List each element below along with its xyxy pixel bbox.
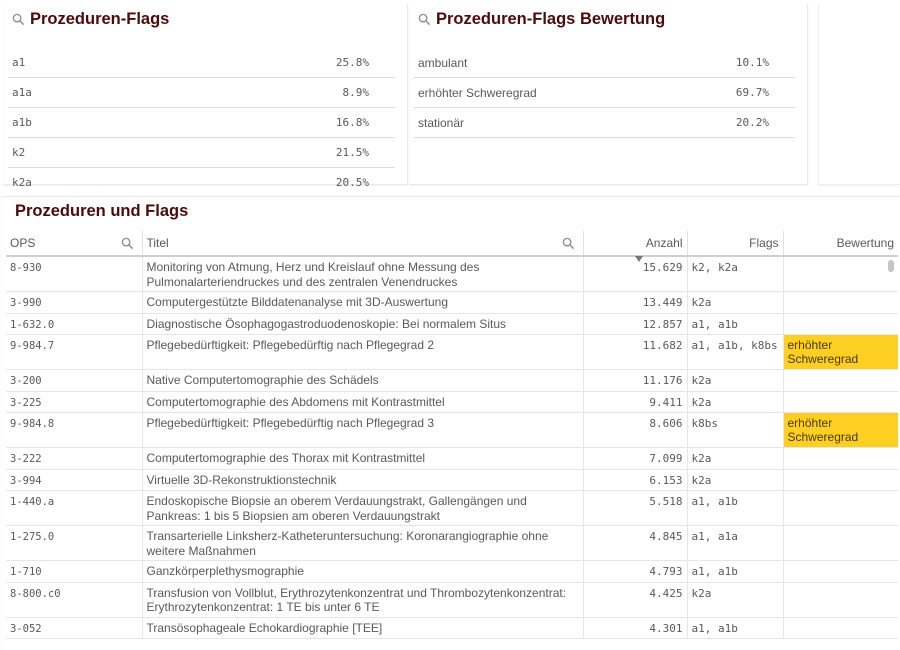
bewertung-cell [783,469,898,491]
titel-cell: Native Computertomographie des Schädels [142,370,583,392]
scrollbar-thumb[interactable] [888,260,894,272]
bewertung-cell [783,391,898,413]
item-label: ambulant [418,55,468,70]
column-header-ops[interactable] [6,231,142,256]
ops-cell: 1-440.a [6,491,142,526]
ops-cell: 8-930 [6,256,142,292]
ops-cell: 8-800.c0 [6,582,142,617]
table-row[interactable] [6,448,898,470]
anzahl-cell: 11.682 [583,335,687,370]
column-header-anzahl[interactable] [583,231,687,256]
list-item[interactable] [8,168,395,198]
anzahl-cell: 9.411 [583,391,687,413]
titel-cell: Transarterielle Linksherz-Katheteruntersuchung: Koronarangiographie ohne weitere Maßnahmen [142,526,583,561]
anzahl-cell: 12.857 [583,313,687,335]
list-item[interactable] [8,48,395,78]
table-header-row [6,231,898,256]
ops-cell: 1-710 [6,561,142,583]
ops-cell: 1-275.0 [6,526,142,561]
titel-cell: Diagnostische Ösophagogastroduodenoskopie: Bei normalem Situs [142,313,583,335]
bewertung-cell [783,256,898,292]
list-item[interactable] [414,78,795,108]
list-item[interactable] [414,48,795,78]
table-row[interactable] [6,469,898,491]
ops-cell: 3-990 [6,292,142,314]
anzahl-cell: 15.629 [583,256,687,292]
bewertung-cell [783,491,898,526]
search-icon[interactable] [418,13,431,26]
search-icon[interactable] [562,237,575,250]
flags-cell: k2a [687,448,783,470]
column-label: OPS [10,236,36,250]
bewertung-cell [783,313,898,335]
titel-cell: Monitoring von Atmung, Herz und Kreislauf ohne Messung des Pulmonalarteriendruckes und des zentralen Venendruckes [142,256,583,292]
list-item[interactable] [8,78,395,108]
bewertung-cell [783,335,898,370]
bewertung-cell [783,582,898,617]
flags-cell: k2a [687,582,783,617]
prozeduren-und-flags-panel [2,196,900,650]
item-value: 69.7% [735,86,769,99]
flags-cell: a1, a1b [687,561,783,583]
bewertung-cell [783,448,898,470]
table-title: Prozeduren und Flags [15,202,189,220]
list-item[interactable] [8,138,395,168]
ops-cell: 9-984.7 [6,335,142,370]
titel-cell: Computertomographie des Abdomens mit Kontrastmittel [142,391,583,413]
anzahl-cell: 8.606 [583,413,687,448]
bewertung-cell [783,617,898,639]
table-row[interactable] [6,526,898,561]
column-header-flags[interactable] [687,231,783,256]
column-label: Anzahl [645,236,683,250]
bewertung-list [414,48,795,179]
flags-cell: k2a [687,370,783,392]
item-label: k2 [12,146,26,159]
column-header-bewertung[interactable] [783,231,898,256]
table-row[interactable] [6,391,898,413]
table-row[interactable] [6,335,898,370]
flags-cell: k8bs [687,413,783,448]
search-icon[interactable] [121,237,134,250]
flags-cell: a1, a1b [687,491,783,526]
titel-cell: Ganzkörperplethysmographie [142,561,583,583]
empty-panel [818,4,900,185]
bewertung-cell [783,292,898,314]
titel-cell: Computergestützte Bilddatenanalyse mit 3D-Auswertung [142,292,583,314]
titel-cell: Transfusion von Vollblut, Erythrozytenkonzentrat und Thrombozytenkonzentrat: Erythrozytenkonzentrat: 1 TE bis unter 6 TE [142,582,583,617]
anzahl-cell: 4.845 [583,526,687,561]
item-label: a1a [12,86,32,99]
item-value: 25.8% [335,56,369,69]
column-label: Bewertung [836,236,894,250]
table-row[interactable] [6,256,898,292]
table-row[interactable] [6,370,898,392]
ops-cell: 9-984.8 [6,413,142,448]
column-header-titel[interactable] [142,231,583,256]
panel-title: Prozeduren-Flags [30,10,170,28]
table-row[interactable] [6,413,898,448]
anzahl-cell: 4.301 [583,617,687,639]
bewertung-cell [783,526,898,561]
flags-list [8,48,395,189]
flags-cell: a1, a1a [687,526,783,561]
item-label: a1b [12,116,32,129]
flags-cell: k2, k2a [687,256,783,292]
procedures-table [6,231,898,639]
bewertung-cell [783,370,898,392]
search-icon[interactable] [12,13,25,26]
titel-cell: Transösophageale Echokardiographie [TEE] [142,617,583,639]
table-row[interactable] [6,292,898,314]
anzahl-cell: 7.099 [583,448,687,470]
flags-cell: a1, a1b [687,617,783,639]
ops-cell: 3-222 [6,448,142,470]
table-row[interactable] [6,561,898,583]
item-value: 20.2% [735,116,769,129]
titel-cell: Pflegebedürftigkeit: Pflegebedürftig nach Pflegegrad 2 [142,335,583,370]
anzahl-cell: 11.176 [583,370,687,392]
list-item[interactable] [414,108,795,138]
list-item[interactable] [8,108,395,138]
ops-cell: 1-632.0 [6,313,142,335]
table-body [6,256,898,639]
ops-cell: 3-994 [6,469,142,491]
item-value: 8.9% [342,86,369,99]
anzahl-cell: 6.153 [583,469,687,491]
item-value: 16.8% [335,116,369,129]
table-row[interactable] [6,313,898,335]
flags-cell: a1, a1b [687,313,783,335]
item-label: k2a [12,176,32,189]
titel-cell: Computertomographie des Thorax mit Kontrastmittel [142,448,583,470]
titel-cell: Pflegebedürftigkeit: Pflegebedürftig nach Pflegegrad 3 [142,413,583,448]
bewertung-badge: erhöhter Schweregrad [784,335,899,369]
bewertung-badge: erhöhter Schweregrad [784,413,899,447]
sort-descending-icon [635,256,643,262]
flags-cell: k2a [687,292,783,314]
ops-cell: 3-225 [6,391,142,413]
item-label: a1 [12,56,26,69]
bewertung-header[interactable] [418,10,665,29]
table-row[interactable] [6,582,898,617]
anzahl-cell: 5.518 [583,491,687,526]
prozeduren-flags-panel [4,4,408,189]
anzahl-cell: 4.793 [583,561,687,583]
bewertung-cell [783,413,898,448]
column-label: Titel [146,236,169,250]
anzahl-cell: 13.449 [583,292,687,314]
table-row[interactable] [6,617,898,639]
table-row[interactable] [6,491,898,526]
prozeduren-flags-header[interactable] [12,10,169,29]
ops-cell: 3-200 [6,370,142,392]
titel-cell: Virtuelle 3D-Rekonstruktionstechnik [142,469,583,491]
bewertung-cell [783,561,898,583]
prozeduren-flags-bewertung-panel [410,4,808,185]
item-label: erhöhter Schweregrad [418,85,537,100]
item-value: 20.5% [335,176,369,189]
column-label: Flags [749,236,779,250]
item-value: 21.5% [335,146,369,159]
anzahl-cell: 4.425 [583,582,687,617]
flags-cell: k2a [687,391,783,413]
panel-title: Prozeduren-Flags Bewertung [436,10,666,28]
flags-cell: a1, a1b, k8bs [687,335,783,370]
item-value: 10.1% [735,56,769,69]
flags-cell: k2a [687,469,783,491]
item-label: stationär [418,115,465,130]
titel-cell: Endoskopische Biopsie an oberem Verdauungstrakt, Gallengängen und Pankreas: 1 bis 5 Biopsien am oberen Verdauungstrakt [142,491,583,526]
ops-cell: 3-052 [6,617,142,639]
